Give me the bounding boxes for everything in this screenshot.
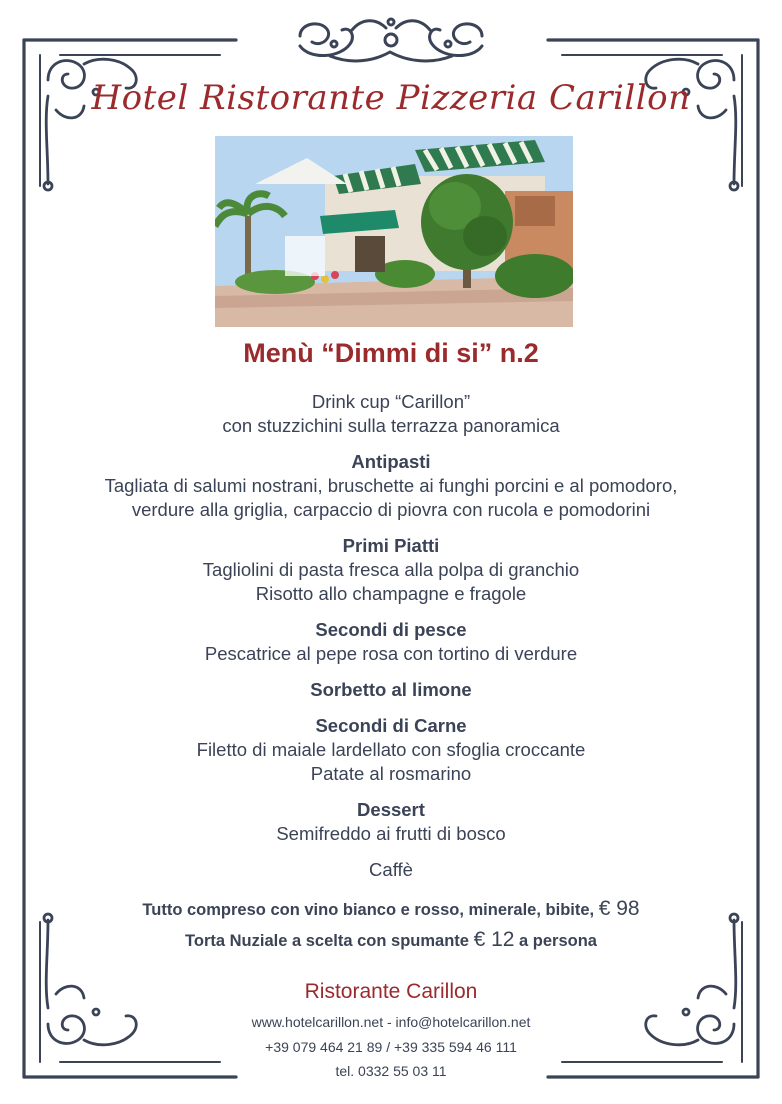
cake-price-line xyxy=(40,925,742,956)
included-text: Tutto compreso con vino bianco e rosso, minerale, bibite, xyxy=(142,901,595,919)
menu-line: con stuzzichini sulla terrazza panoramica xyxy=(222,415,560,436)
footer-web-email[interactable]: www.hotelcarillon.net - info@hotelcarillon.net xyxy=(251,1014,531,1030)
footer-tel: tel. 0332 55 03 11 xyxy=(335,1063,447,1079)
included-price-line xyxy=(40,894,742,925)
top-scroll-ornament xyxy=(300,19,482,61)
menu-section-secondi-carne xyxy=(40,714,742,786)
menu-line: verdure alla griglia, carpaccio di piovra con rucola e pomodorini xyxy=(131,499,651,520)
cake-text: Torta Nuziale a scelta con spumante xyxy=(185,932,469,950)
hotel-title: Hotel Ristorante Pizzeria Carillon xyxy=(91,78,691,118)
menu-section-dessert xyxy=(40,798,742,846)
cake-price: € 12 xyxy=(473,928,515,951)
menu-section-secondi-pesce xyxy=(40,618,742,666)
menu-section-antipasti xyxy=(40,450,742,522)
section-heading: Secondi di pesce xyxy=(315,619,467,640)
menu-title: Menù “Dimmi di si” n.2 xyxy=(243,338,539,368)
footer-restaurant-name: Ristorante Carillon xyxy=(304,980,478,1003)
menu-line: Pescatrice al pepe rosa con tortino di verdure xyxy=(204,643,578,664)
section-heading: Dessert xyxy=(357,799,425,820)
menu-content xyxy=(40,390,742,956)
section-heading: Primi Piatti xyxy=(342,535,440,556)
menu-line: Tagliata di salumi nostrani, bruschette ai funghi porcini e al pomodoro, xyxy=(104,475,678,496)
menu-section-primi xyxy=(40,534,742,606)
section-heading: Secondi di Carne xyxy=(315,715,467,736)
menu-line: Patate al rosmarino xyxy=(310,763,472,784)
menu-section-caffe xyxy=(40,858,742,882)
menu-line: Drink cup “Carillon” xyxy=(311,391,471,412)
section-heading: Sorbetto al limone xyxy=(310,679,472,700)
menu-section-sorbetto xyxy=(40,678,742,702)
menu-line: Risotto allo champagne e fragole xyxy=(255,583,527,604)
menu-line: Filetto di maiale lardellato con sfoglia croccante xyxy=(196,739,586,760)
menu-line: Caffè xyxy=(369,859,413,880)
menu-section-welcome xyxy=(40,390,742,438)
menu-line: Tagliolini di pasta fresca alla polpa di granchio xyxy=(202,559,580,580)
section-heading: Antipasti xyxy=(351,451,431,472)
menu-line: Semifreddo ai frutti di bosco xyxy=(276,823,506,844)
restaurant-photo xyxy=(215,136,573,327)
included-price: € 98 xyxy=(598,897,640,920)
cake-text-after: a persona xyxy=(519,932,597,950)
footer-phones: +39 079 464 21 89 / +39 335 594 46 111 xyxy=(265,1039,517,1055)
